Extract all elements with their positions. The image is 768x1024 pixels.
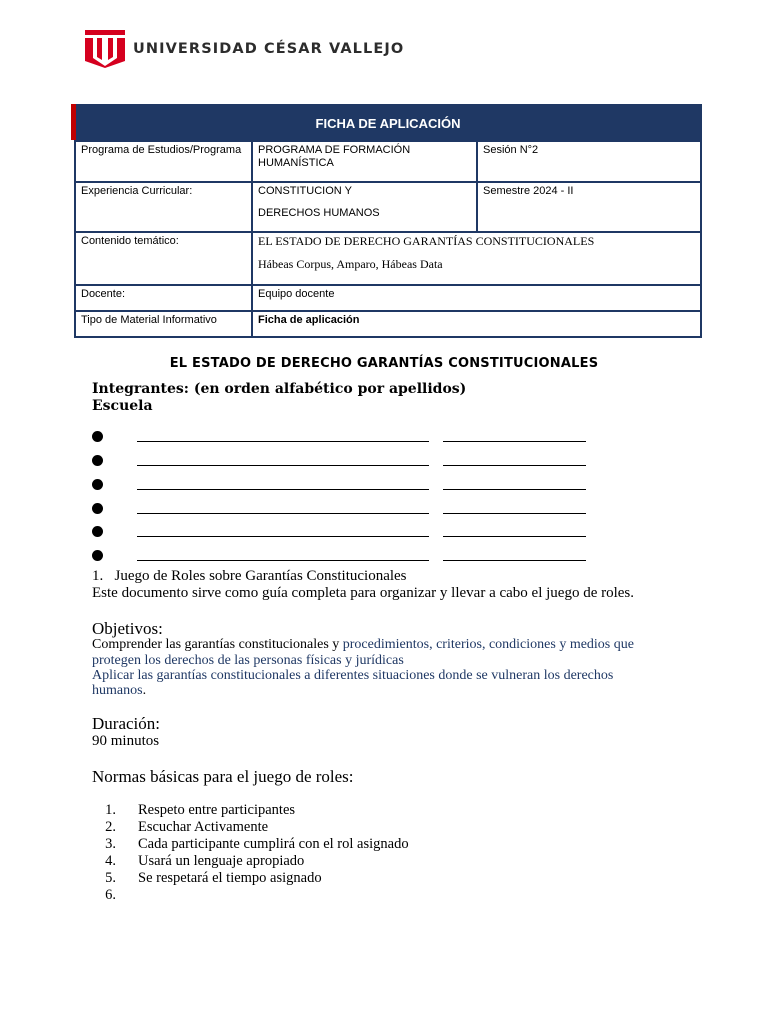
label-cell: Programa de Estudios/Programa [76,142,253,181]
list-item [92,887,409,904]
label-cell: Tipo de Material Informativo [76,312,253,336]
school-blank[interactable] [443,513,586,514]
list-number: 4. [105,853,116,869]
name-blank[interactable] [137,441,429,442]
value-cell [253,233,700,284]
list-item [92,836,409,853]
school-blank[interactable] [443,536,586,537]
table-row [76,310,700,336]
list-number: 3. [105,836,116,852]
list-text: Respeto entre participantes [138,802,296,818]
member-entry-line [90,520,610,540]
list-item [92,819,409,836]
value-cell [253,183,478,231]
list-item [92,802,409,819]
ucv-shield-icon [85,30,125,68]
list-number: 5. [105,870,116,886]
list-number: 6. [105,887,116,903]
table-row [76,181,700,231]
extra-cell: Semestre 2024 - II [483,185,574,197]
school-blank[interactable] [443,441,586,442]
list-text: Cada participante cumplirá con el rol asignado [138,836,409,852]
bullet-icon [92,431,103,442]
list-number: 2. [105,819,116,835]
normas-heading: Normas básicas para el juego de roles: [92,767,354,786]
objetivo-1-highlight: procedimientos, criterios, condiciones y medios que [342,637,634,652]
bullet-icon [92,479,103,490]
value-cell: Equipo docente [258,288,335,300]
info-table [74,104,702,338]
school-blank[interactable] [443,489,586,490]
member-entry-line [90,473,610,493]
accent-bar [71,104,76,140]
objetivo-2-period: . [142,683,147,698]
name-blank[interactable] [137,560,429,561]
value-line: CONSTITUCION Y [258,185,352,197]
intro-paragraph: Este documento sirve como guía completa para organizar y llevar a cabo el juego de roles. [92,585,635,601]
logo-text: UNIVERSIDAD CÉSAR VALLEJO [133,41,405,57]
member-entry-line [90,425,610,445]
member-entry-line [90,544,610,564]
list-item [92,870,409,887]
integrantes-label: Integrantes: (en orden alfabético por apellidos) [92,381,467,397]
name-blank[interactable] [137,536,429,537]
bullet-icon [92,526,103,537]
document-title: EL ESTADO DE DERECHO GARANTÍAS CONSTITUCIONALES [169,356,599,371]
bullet-icon [92,550,103,561]
label-cell: Docente: [76,286,253,310]
list-number: 1. [105,802,116,818]
value-cell: Ficha de aplicación [258,314,360,326]
objetivo-1 [92,636,682,653]
objetivos-heading: Objetivos: [92,619,163,638]
value-line: Hábeas Corpus, Amparo, Hábeas Data [258,257,443,271]
member-entry-line [90,497,610,517]
section-heading: 1. Juego de Roles sobre Garantías Constitucionales [92,568,407,584]
value-cell: PROGRAMA DE FORMACIÓN HUMANÍSTICA [253,142,478,181]
table-row [76,284,700,310]
table-row [76,140,700,181]
objetivo-1-continued: protegen los derechos de las personas físicas y jurídicas [92,653,404,668]
table-row [76,231,700,284]
bullet-icon [92,455,103,466]
integrantes-block [92,381,466,415]
list-text: Usará un lenguaje apropiado [138,853,305,869]
list-text: Se respetará el tiempo asignado [138,870,322,886]
name-blank[interactable] [137,465,429,466]
normas-list [92,802,409,904]
member-entry-line [90,449,610,469]
name-blank[interactable] [137,513,429,514]
escuela-label: Escuela [92,398,153,414]
info-table-header [76,106,700,140]
duracion-value: 90 minutos [92,733,160,749]
objetivo-2-text: humanos [92,683,143,698]
school-blank[interactable] [443,560,586,561]
value-line: DERECHOS HUMANOS [258,207,380,219]
university-logo [85,30,404,68]
name-blank[interactable] [137,489,429,490]
label-cell: Experiencia Curricular: [76,183,253,231]
objetivo-2: Aplicar las garantías constitucionales a diferentes situaciones donde se vulneran los derechos [92,668,614,683]
extra-cell: Sesión N°2 [483,144,539,156]
list-item [92,853,409,870]
info-table-title: FICHA DE APLICACIÓN [315,115,461,131]
objetivo-2-continued [92,682,146,699]
duracion-heading: Duración: [92,714,160,733]
objetivo-1-text: Comprender las garantías constitucionales y [92,637,343,652]
bullet-icon [92,503,103,514]
value-line: EL ESTADO DE DERECHO GARANTÍAS CONSTITUCIONALES [258,234,595,248]
label-cell: Contenido temático: [76,233,253,284]
school-blank[interactable] [443,465,586,466]
list-text: Escuchar Activamente [138,819,269,835]
